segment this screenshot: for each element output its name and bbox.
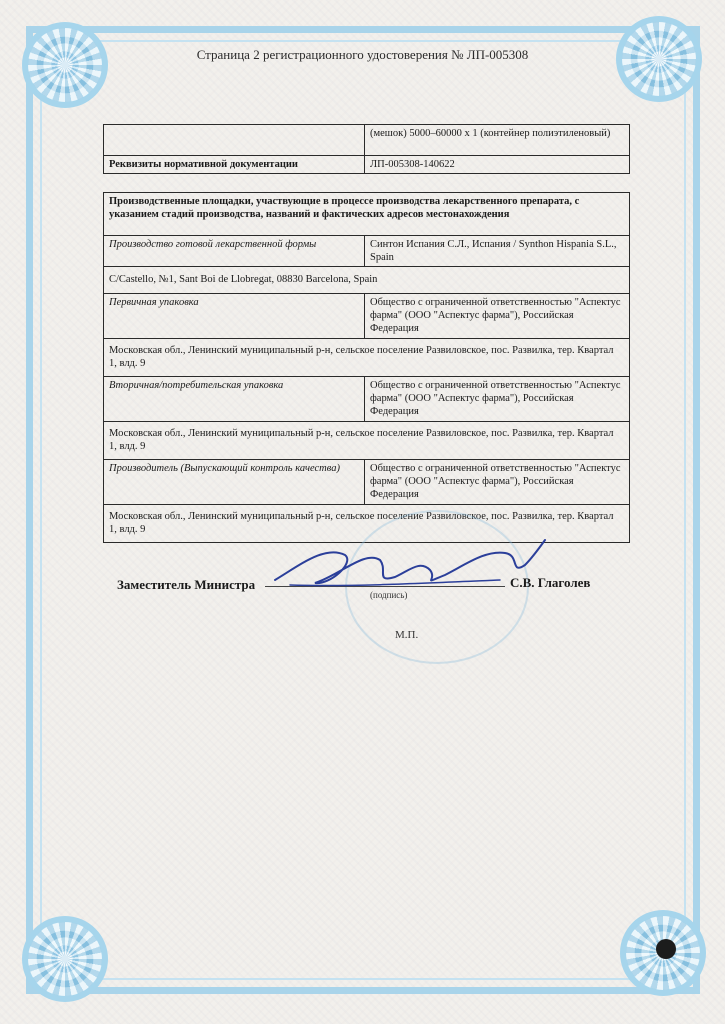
stage-cell: Производитель (Выпускающий контроль качества) (104, 460, 365, 505)
doc-value-cell: ЛП-005308-140622 (365, 156, 630, 174)
signature-caption: (подпись) (370, 590, 408, 600)
empty-cell (104, 125, 365, 156)
address-cell: Московская обл., Ленинский муниципальный р-н, сельское поселение Развиловское, пос. Развилка, тер. Квартал 1, влд. 9 (104, 505, 630, 543)
sites-table (103, 192, 630, 543)
page-title: Страница 2 регистрационного удостоверения № ЛП-005308 (196, 47, 529, 62)
table-row (104, 460, 630, 505)
company-cell: Синтон Испания С.Л., Испания / Synthon Hispania S.L., Spain (365, 236, 630, 267)
table-row (104, 267, 630, 294)
packaging-cell: (мешок) 5000–60000 x 1 (контейнер полиэтиленовый) (365, 125, 630, 156)
address-cell: Московская обл., Ленинский муниципальный р-н, сельское поселение Развиловское, пос. Развилка, тер. Квартал 1, влд. 9 (104, 339, 630, 377)
table-row (104, 193, 630, 236)
signatory-name: С.В. Глаголев (510, 575, 591, 590)
handwritten-signature (270, 525, 550, 605)
signatory-position: Заместитель Министра (117, 577, 256, 592)
table-row (104, 294, 630, 339)
company-cell: Общество с ограниченной ответственностью "Аспектус фарма" (ООО "Аспектус фарма"), Российская Федерация (365, 377, 630, 422)
doc-label-cell: Реквизиты нормативной документации (104, 156, 365, 174)
table-row (104, 156, 630, 174)
address-cell: Московская обл., Ленинский муниципальный р-н, сельское поселение Развиловское, пос. Развилка, тер. Квартал 1, влд. 9 (104, 422, 630, 460)
table-row (104, 236, 630, 267)
stage-cell: Производство готовой лекарственной формы (104, 236, 365, 267)
table-row (104, 422, 630, 460)
corner-rosette-bottom-left (22, 916, 108, 1002)
address-cell: C/Castello, №1, Sant Boi de Llobregat, 08830 Barcelona, Spain (104, 267, 630, 294)
table-row (104, 377, 630, 422)
company-cell: Общество с ограниченной ответственностью "Аспектус фарма" (ООО "Аспектус фарма"), Российская Федерация (365, 294, 630, 339)
top-table (103, 124, 630, 174)
corner-rosette-top-left (22, 22, 108, 108)
stage-cell: Вторичная/потребительская упаковка (104, 377, 365, 422)
stamp-mark-label: М.П. (395, 629, 419, 641)
company-cell: Общество с ограниченной ответственностью "Аспектус фарма" (ООО "Аспектус фарма"), Российская Федерация (365, 460, 630, 505)
table-row (104, 125, 630, 156)
binding-hole-icon (656, 939, 676, 959)
stage-cell: Первичная упаковка (104, 294, 365, 339)
sites-heading: Производственные площадки, участвующие в процессе производства лекарственного препарата, с указанием стадий производства, названий и фактических адресов местонахождения (104, 193, 630, 236)
table-row (104, 339, 630, 377)
